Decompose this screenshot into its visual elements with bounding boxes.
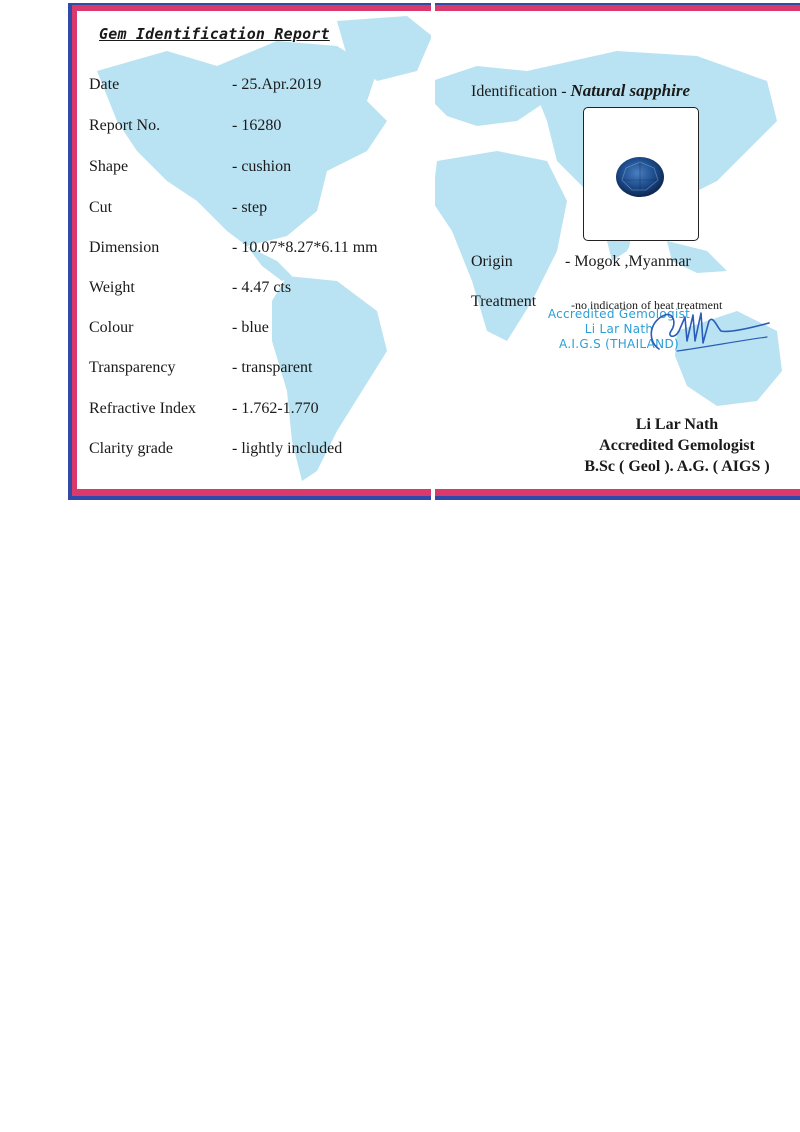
handwritten-signature bbox=[637, 301, 772, 371]
certificate-card bbox=[77, 11, 800, 489]
cut-label: Cut bbox=[89, 199, 113, 216]
shape-value: - cushion bbox=[232, 158, 292, 175]
transparency-label: Transparency bbox=[89, 359, 176, 376]
treatment-value: -no indication of heat treatment bbox=[571, 298, 723, 312]
signatory-title: Accredited Gemologist bbox=[599, 437, 755, 454]
report-number-label: Report No. bbox=[89, 117, 161, 134]
dimension-label: Dimension bbox=[89, 239, 160, 256]
weight-value: - 4.47 cts bbox=[232, 279, 292, 296]
identification bbox=[471, 81, 690, 101]
origin-value: - Mogok ,Myanmar bbox=[565, 253, 691, 270]
clarity-grade-label: Clarity grade bbox=[89, 440, 173, 457]
colour-value: - blue bbox=[232, 319, 269, 336]
treatment-label: Treatment bbox=[471, 293, 537, 310]
signatory-credentials: B.Sc ( Geol ). A.G. ( AIGS ) bbox=[584, 458, 770, 475]
card-fold-line bbox=[431, 3, 435, 500]
origin-label: Origin bbox=[471, 253, 513, 270]
colour-label: Colour bbox=[89, 319, 134, 336]
cut-value: - step bbox=[232, 199, 268, 216]
gem-photo-frame bbox=[583, 107, 699, 241]
weight-label: Weight bbox=[89, 279, 135, 296]
stamp-line-2: Li Lar Nath bbox=[584, 322, 654, 336]
report-title: Gem Identification Report bbox=[99, 25, 330, 43]
dimension-value: - 10.07*8.27*6.11 mm bbox=[232, 239, 378, 256]
signatory-name: Li Lar Nath bbox=[635, 416, 719, 433]
refractive-index-value: - 1.762-1.770 bbox=[232, 400, 319, 417]
identification-label: Identification - bbox=[471, 83, 567, 100]
refractive-index-label: Refractive Index bbox=[89, 400, 197, 417]
date-label: Date bbox=[89, 76, 120, 93]
sapphire-gem-image bbox=[612, 154, 668, 200]
date-value: - 25.Apr.2019 bbox=[232, 76, 322, 93]
report-number-value: - 16280 bbox=[232, 117, 282, 134]
stamp-line-1: Accredited Gemologist bbox=[547, 307, 691, 321]
shape-label: Shape bbox=[89, 158, 129, 175]
signatory-block bbox=[557, 414, 797, 477]
identification-value: Natural sapphire bbox=[570, 81, 691, 100]
stamp-line-3: A.I.G.S (THAILAND) bbox=[559, 337, 679, 351]
clarity-grade-value: - lightly included bbox=[232, 440, 343, 457]
transparency-value: - transparent bbox=[232, 359, 313, 376]
